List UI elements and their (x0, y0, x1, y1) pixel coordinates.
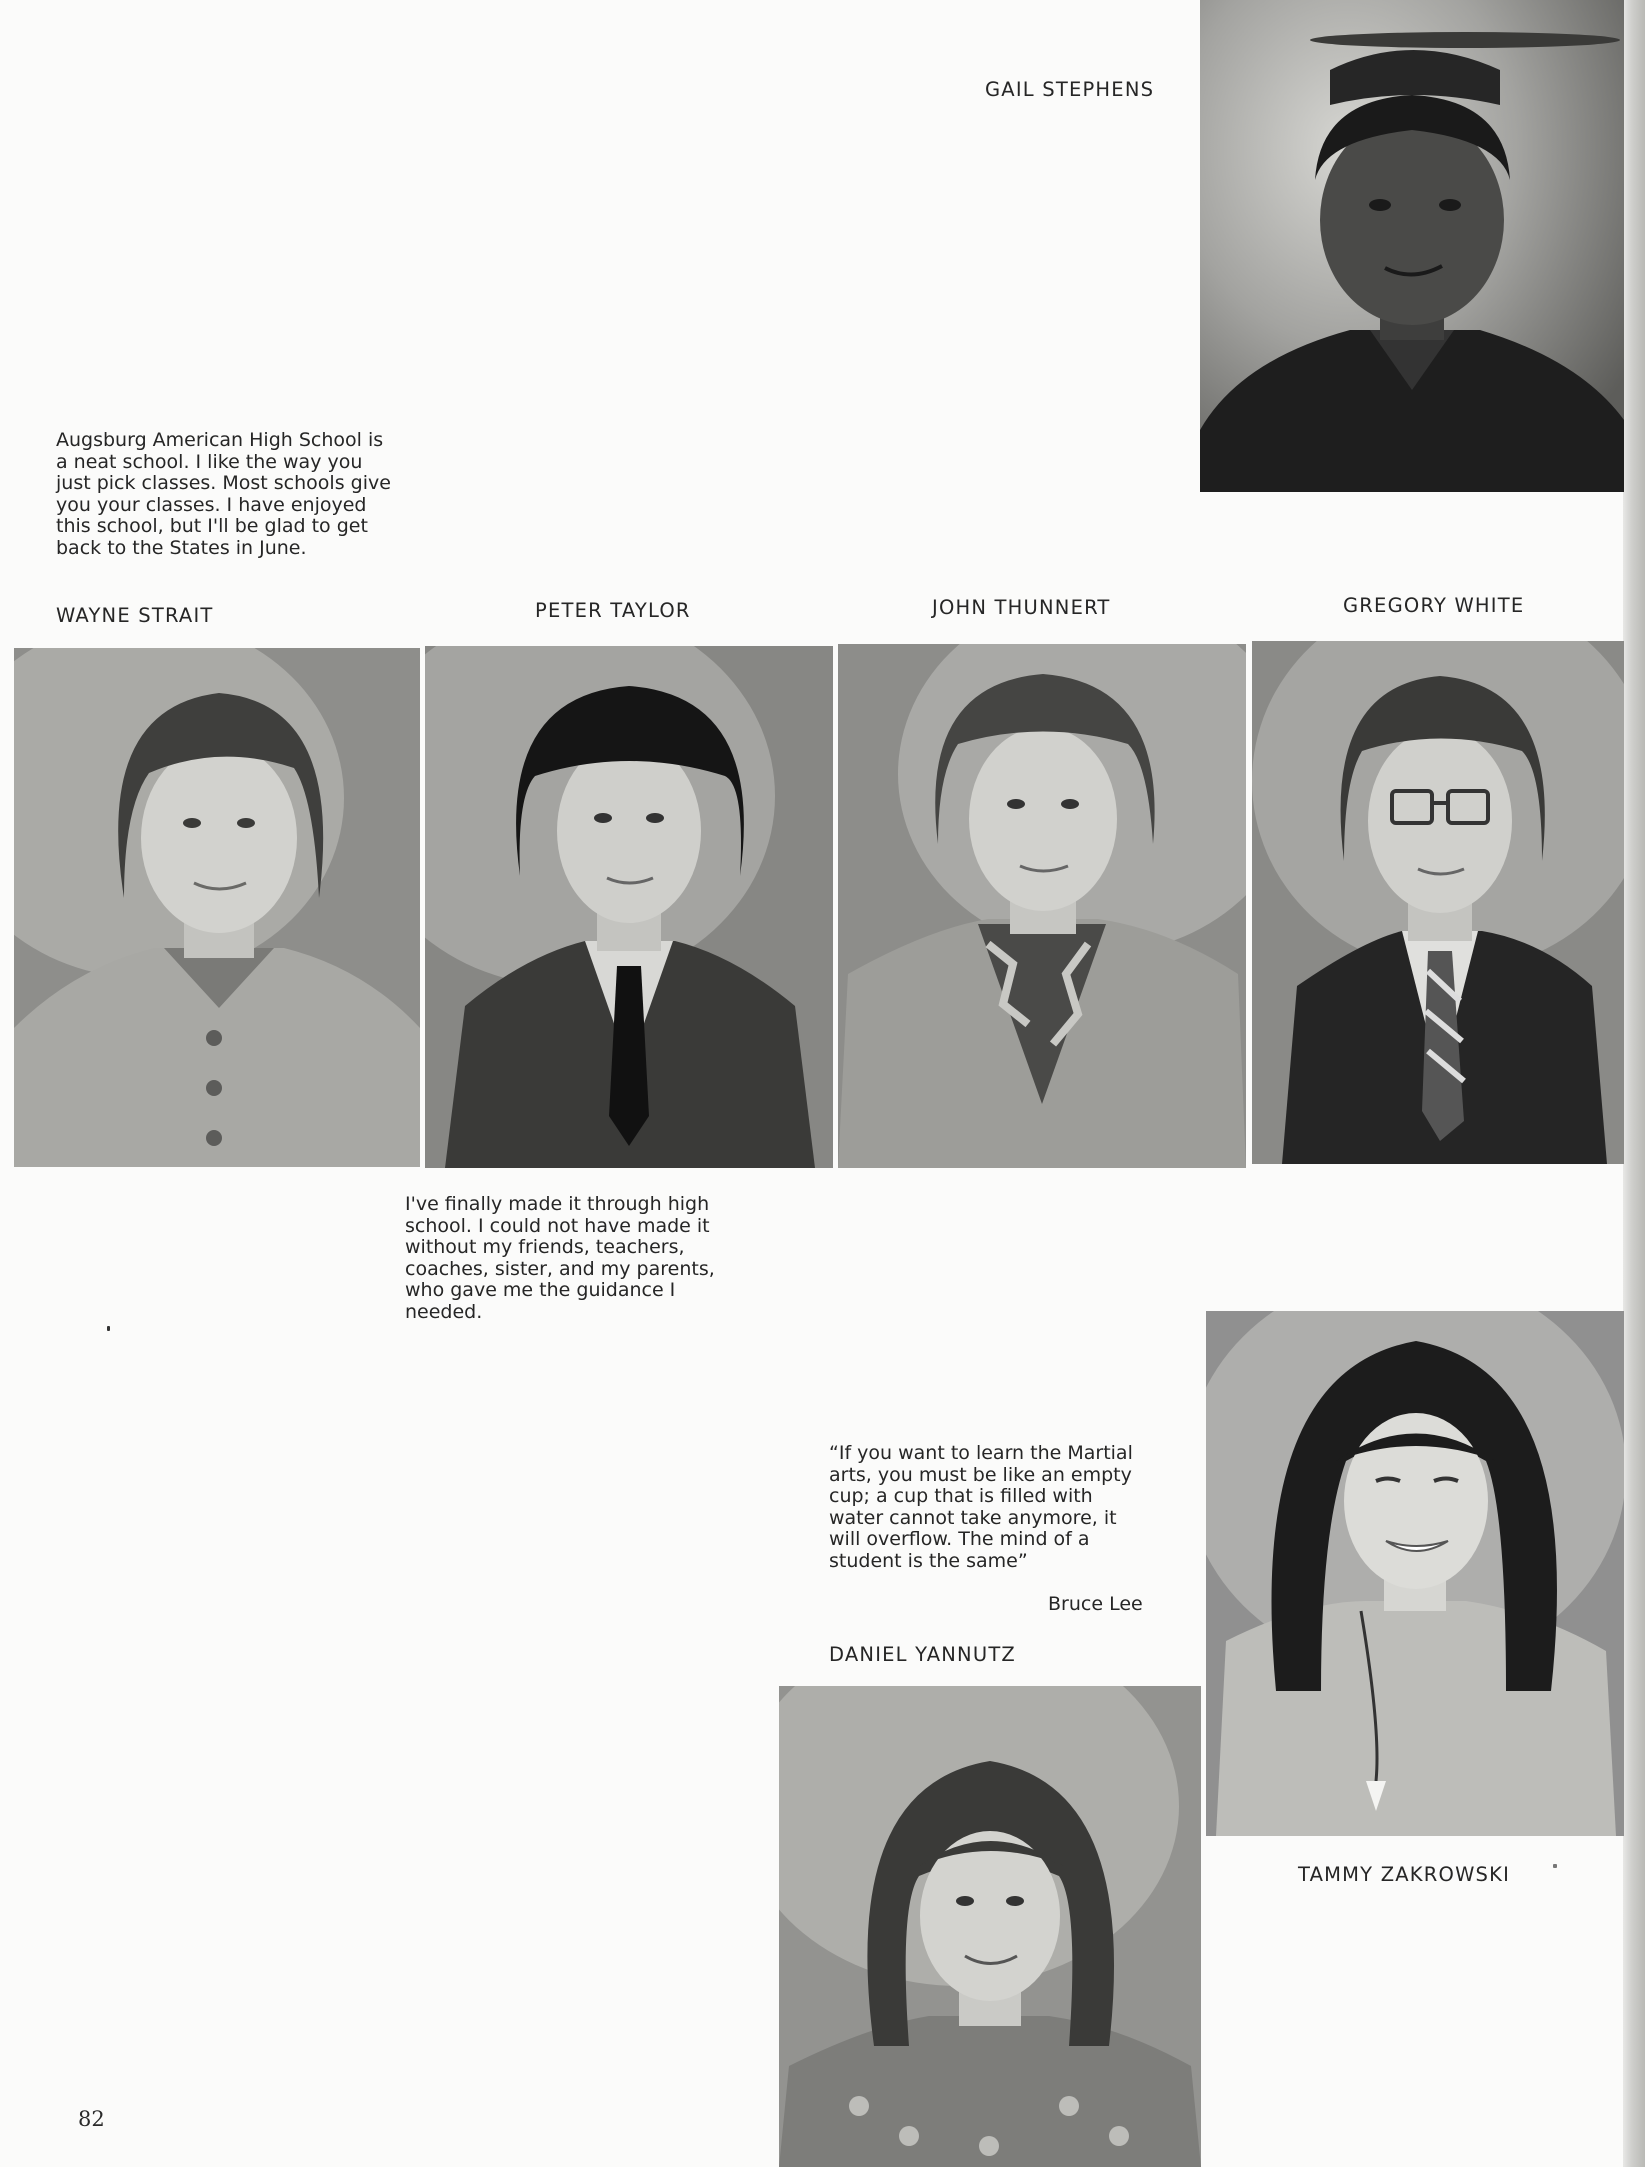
quote-line: Augsburg American High School is (56, 429, 384, 451)
student-quote-daniel-yannutz (829, 1443, 1153, 1572)
student-name-gregory-white: GREGORY WHITE (1343, 594, 1525, 617)
portrait-wayne-strait (14, 648, 420, 1167)
quote-line: I've finally made it through high (405, 1193, 710, 1215)
quote-line: a neat school. I like the way you (56, 450, 363, 473)
student-name-tammy-zakrowski: TAMMY ZAKROWSKI (1298, 1863, 1511, 1886)
portrait-gregory-white (1252, 641, 1624, 1164)
quote-attribution: Bruce Lee (1048, 1593, 1143, 1615)
student-name-john-thunnert: JOHN THUNNERT (932, 596, 1111, 619)
portrait-tammy-zakrowski (1206, 1311, 1624, 1836)
quote-line: “If you want to learn the Martial (829, 1442, 1133, 1464)
quote-line: needed. (405, 1300, 483, 1323)
portrait-john-thunnert (838, 644, 1246, 1168)
student-name-gail-stephens: GAIL STEPHENS (985, 78, 1155, 101)
quote-line: water cannot take anymore, it (829, 1506, 1117, 1529)
student-quote-wayne-strait (56, 430, 406, 559)
portrait-gail-stephens (1200, 0, 1624, 492)
student-name-wayne-strait: WAYNE STRAIT (56, 604, 214, 627)
quote-line: without my friends, teachers, (405, 1236, 685, 1258)
quote-line: will overflow. The mind of a (829, 1528, 1090, 1550)
quote-line: student is the same” (829, 1549, 1028, 1572)
student-name-daniel-yannutz: DANIEL YANNUTZ (829, 1643, 1016, 1666)
quote-line: who gave me the guidance I (405, 1279, 676, 1301)
print-speck (107, 1326, 110, 1331)
quote-line: back to the States in June. (56, 536, 307, 559)
portrait-daniel-yannutz (779, 1686, 1201, 2167)
quote-line: school. I could not have made it (405, 1214, 710, 1237)
page-edge (1623, 0, 1645, 2167)
quote-line: coaches, sister, and my parents, (405, 1257, 715, 1280)
page-number: 82 (78, 2107, 105, 2131)
student-name-peter-taylor: PETER TAYLOR (535, 599, 691, 622)
quote-line: arts, you must be like an empty (829, 1463, 1132, 1486)
student-quote-peter-taylor (405, 1194, 731, 1323)
print-speck (1553, 1864, 1557, 1868)
quote-line: just pick classes. Most schools give (56, 472, 391, 494)
quote-line: you your classes. I have enjoyed (56, 493, 367, 516)
portrait-peter-taylor (425, 646, 833, 1168)
quote-line: this school, but I'll be glad to get (56, 515, 368, 537)
quote-line: cup; a cup that is filled with (829, 1485, 1093, 1507)
